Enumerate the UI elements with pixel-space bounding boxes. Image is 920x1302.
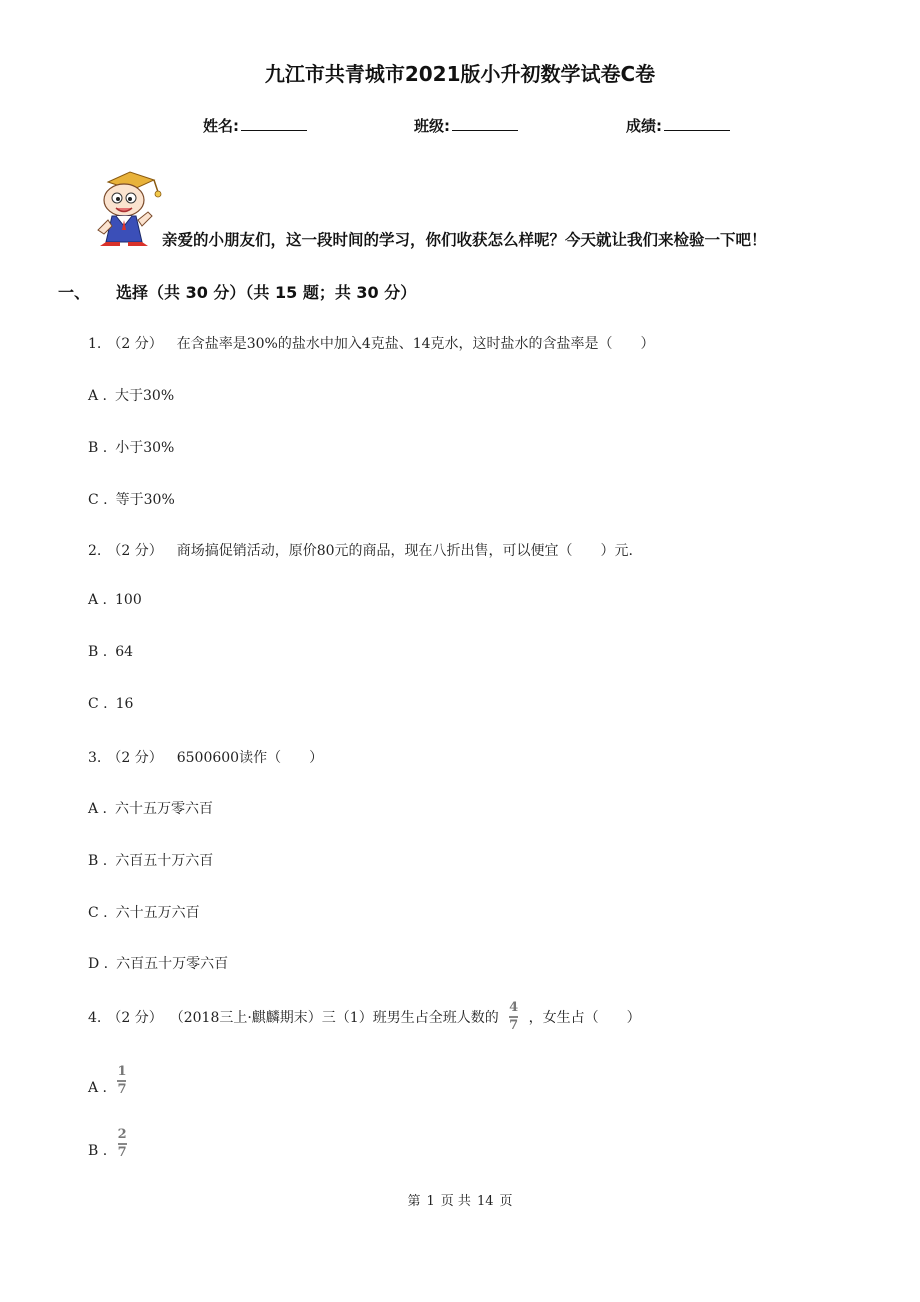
question-score: （2 分） [107, 336, 163, 352]
question-2 [88, 540, 633, 560]
option-3b[interactable] [88, 850, 213, 870]
class-field [414, 115, 518, 136]
option-text: 六十五万零六百 [115, 801, 214, 817]
option-letter: B . [88, 853, 108, 869]
option-1c[interactable] [88, 489, 175, 509]
option-letter: B . [88, 1142, 108, 1159]
score-blank[interactable] [664, 116, 730, 131]
question-number: 1. [88, 336, 102, 352]
option-text: 六百五十万六百 [115, 853, 214, 869]
question-text-after: ，女生占（ ） [528, 1009, 641, 1026]
fraction-denominator: 7 [117, 1081, 127, 1097]
option-text: 64 [115, 644, 134, 660]
fraction-numerator: 1 [117, 1064, 127, 1079]
question-number: 4. [88, 1009, 102, 1026]
section-number: 一、 [58, 283, 91, 302]
footer-page-number: 1 [426, 1194, 435, 1209]
option-3a[interactable] [88, 798, 213, 818]
option-letter: D . [88, 956, 109, 972]
option-1a[interactable] [88, 385, 174, 405]
option-2c[interactable] [88, 696, 133, 712]
option-letter: C . [88, 696, 108, 712]
class-blank[interactable] [452, 116, 518, 131]
question-score: （2 分） [107, 543, 163, 559]
section-heading [58, 280, 416, 303]
footer-mid: 页 共 [440, 1194, 471, 1209]
option-2a[interactable] [88, 592, 142, 608]
question-1 [88, 333, 655, 353]
footer-prefix: 第 [407, 1194, 421, 1209]
option-text: 100 [115, 592, 142, 608]
option-2b[interactable] [88, 644, 133, 660]
fraction-one-seventh [117, 1066, 126, 1096]
class-label: 班级: [414, 117, 450, 135]
page-footer [0, 1190, 920, 1209]
question-score: （2 分） [107, 1009, 163, 1026]
question-3 [88, 747, 323, 767]
option-text: 小于30% [115, 440, 175, 456]
option-letter: A . [88, 1079, 108, 1096]
option-3d[interactable] [88, 953, 228, 973]
name-label: 姓名: [203, 117, 239, 135]
mascot-image [90, 168, 168, 248]
option-text: 16 [115, 696, 134, 712]
option-3c[interactable] [88, 902, 200, 922]
fraction-two-sevenths [118, 1129, 127, 1159]
score-label: 成绩: [626, 117, 662, 135]
option-4a[interactable] [88, 1066, 127, 1096]
question-4 [88, 1002, 641, 1032]
question-text: 商场搞促销活动，原价80元的商品，现在八折出售，可以便宜（ ）元. [176, 543, 633, 559]
option-letter: B . [88, 644, 108, 660]
option-letter: C . [88, 905, 108, 921]
option-1b[interactable] [88, 437, 174, 457]
fraction-numerator: 4 [509, 1000, 519, 1015]
option-letter: B . [88, 440, 108, 456]
option-letter: A . [88, 388, 108, 404]
option-text: 六十五万六百 [115, 905, 200, 921]
fraction-denominator: 7 [117, 1144, 127, 1160]
footer-suffix: 页 [499, 1194, 513, 1209]
option-letter: A . [88, 801, 108, 817]
fraction-four-sevenths [509, 1002, 518, 1032]
footer-total-pages: 14 [476, 1194, 494, 1209]
fraction-numerator: 2 [117, 1127, 127, 1142]
name-field [203, 115, 307, 136]
question-number: 2. [88, 543, 102, 559]
name-blank[interactable] [241, 116, 307, 131]
option-letter: C . [88, 492, 108, 508]
option-text: 等于30% [115, 492, 175, 508]
page-title: 九江市共青城市2021版小升初数学试卷C卷 [264, 62, 656, 86]
fraction-denominator: 7 [509, 1017, 519, 1033]
question-text: 6500600读作（ ） [176, 750, 324, 766]
question-score: （2 分） [107, 750, 163, 766]
intro-text: 亲爱的小朋友们，这一段时间的学习，你们收获怎么样呢？今天就让我们来检验一下吧！ [162, 231, 767, 249]
option-text: 大于30% [115, 388, 175, 404]
section-title: 选择（共 30 分）（共 15 题；共 30 分） [116, 283, 417, 302]
option-letter: A . [88, 592, 108, 608]
option-text: 六百五十万零六百 [116, 956, 229, 972]
score-field [626, 115, 730, 136]
question-text: 在含盐率是30%的盐水中加入4克盐、14克水，这时盐水的含盐率是（ ） [176, 336, 655, 352]
question-number: 3. [88, 750, 102, 766]
option-4b[interactable] [88, 1129, 127, 1159]
question-text: （2018三上·麒麟期末）三（1）班男生占全班人数的 [176, 1009, 499, 1026]
